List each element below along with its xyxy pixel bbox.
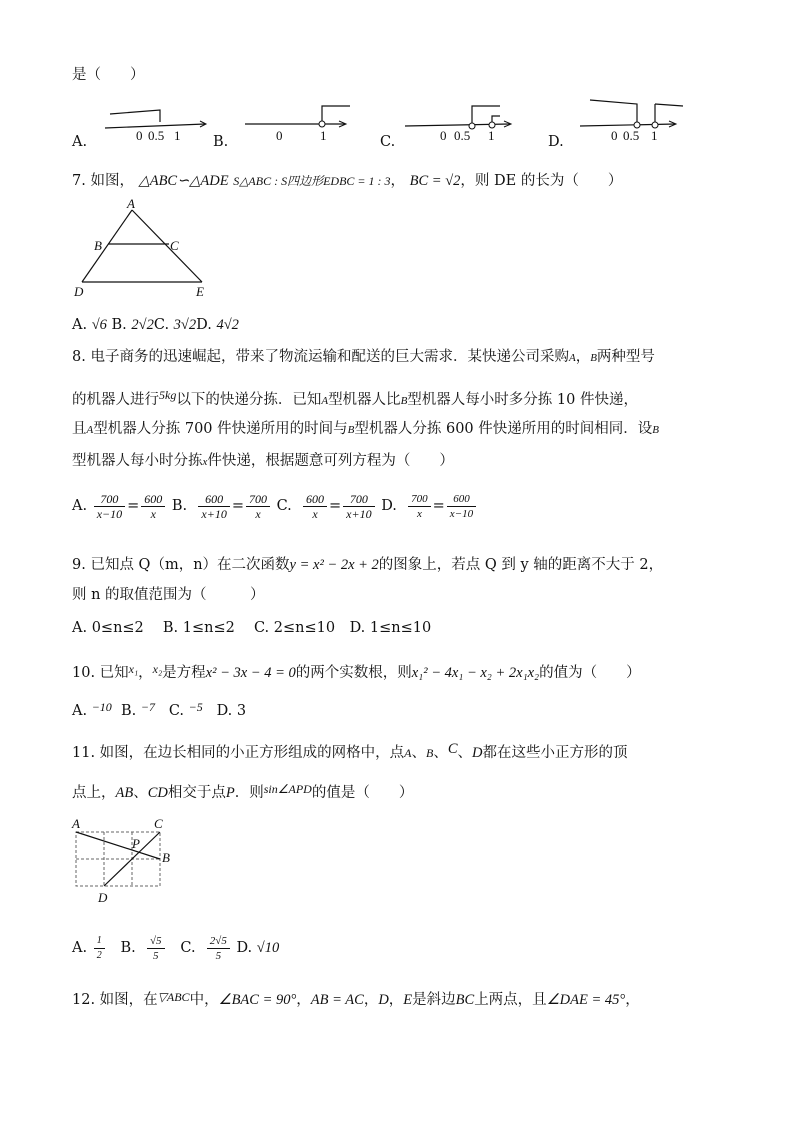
q7-triangle-figure: [72, 198, 222, 298]
q6-number-line-d: [575, 96, 695, 143]
q6-number-line-b: [240, 100, 360, 143]
question-9-line-1: 9. 已知点 Q（m，n）在二次函数y = x² − 2x + 2的图象上，若点 Q 到 y 轴的距离不大于 2，: [72, 557, 664, 573]
svg-text:D: D: [74, 284, 84, 299]
svg-text:1: 1: [488, 128, 495, 143]
q6-number-line-c: [400, 100, 530, 143]
q11-grid-figure: [68, 812, 188, 904]
svg-text:0.5: 0.5: [148, 128, 165, 143]
question-9-options: A. 0≤n≤2 B. 1≤n≤2 C. 2≤n≤10 D. 1≤n≤10: [72, 620, 432, 636]
question-9-line-2: 则 n 的取值范围为（ ）: [72, 587, 265, 603]
q6-option-a-label: A.: [72, 134, 88, 150]
svg-text:E: E: [196, 284, 204, 299]
question-7-stem: 7. 如图， △ABC∽△ADE S△ABC : S四边形EDBC = 1 : 3， BC = √2，则 DE 的长为（ ）: [72, 173, 623, 189]
question-8-options: A. $\frac{700}{x-10}$ = $\frac{600}{x}$ B. $\frac{600}{x+10}$ = $\frac{700}{x}$ C. $\frac{600}{x}$ = $\frac{700}{x+10}$ D. $\frac{700}{x}$ = $\frac{600}{x-10}$: [72, 486, 478, 526]
svg-text:0.5: 0.5: [623, 128, 640, 143]
svg-text:1: 1: [651, 128, 658, 143]
svg-text:A: A: [127, 196, 135, 211]
question-11-line-1: 11. 如图，在边长相同的小正方形组成的网格中，点A、B、C、D都在这些小正方形的顶: [72, 741, 628, 761]
q6-option-d-label: D.: [548, 134, 564, 150]
question-11-line-2: 点上，AB、CD相交于点P．则$^{sin\angle APD}$的值是（ ）: [72, 782, 414, 801]
question-11-options: A. $\frac{1}{2}$ B. $\frac{√5}{5}$ C. $\frac{2√5}{5}$ D. √10: [72, 934, 280, 962]
svg-text:1: 1: [174, 128, 181, 143]
svg-text:0: 0: [611, 128, 618, 143]
svg-text:B: B: [94, 238, 102, 253]
question-8-line-1: 8. 电子商务的迅速崛起，带来了物流运输和配送的巨大需求．某快递公司采购A，B两种型号: [72, 349, 655, 365]
question-10-stem: 10. 已知$^{x_1}$，$^{x_2}$是方程x² − 3x − 4 = 0的两个实数根，则x₁² − 4x₁ − x₂ + 2x₁x₂的值为（ ）: [72, 662, 641, 681]
question-10-options: A. $^{-10}$ B. $^{-7}$ C. $^{-5}$ D. 3: [72, 700, 247, 719]
svg-text:P: P: [132, 836, 140, 851]
svg-text:D: D: [98, 890, 108, 905]
svg-text:1: 1: [320, 128, 327, 143]
svg-text:0: 0: [136, 128, 143, 143]
svg-text:A: A: [72, 816, 80, 831]
svg-text:C: C: [154, 816, 163, 831]
svg-text:0: 0: [276, 128, 283, 143]
svg-text:0.5: 0.5: [454, 128, 471, 143]
question-6-tail: 是（ ）: [72, 67, 145, 83]
question-12-stem: 12. 如图，在$^{▽ABC}$中，∠BAC = 90°，AB = AC，D，E是斜边BC上两点，且∠DAE = 45°，: [72, 990, 640, 1008]
svg-text:B: B: [162, 850, 170, 865]
question-8-line-3: 且A型机器人分拣 700 件快递所用的时间与B型机器人分拣 600 件快递所用的时间相同．设B: [72, 421, 660, 437]
q6-option-c-label: C.: [380, 134, 396, 150]
question-8-line-4: 型机器人每小时分拣x件快递，根据题意可列方程为（ ）: [72, 453, 454, 469]
svg-text:C: C: [170, 238, 179, 253]
svg-text:0: 0: [440, 128, 447, 143]
question-7-options: A. √6 B. 2√2C. 3√2D. 4√2: [72, 317, 239, 333]
q6-number-line-a: [100, 100, 220, 143]
q6-option-b-label: B.: [213, 134, 229, 150]
question-8-line-2: 的机器人进行$^{5kg}$以下的快递分拣．已知A型机器人比B型机器人每小时多分拣 10 件快递，: [72, 388, 638, 408]
